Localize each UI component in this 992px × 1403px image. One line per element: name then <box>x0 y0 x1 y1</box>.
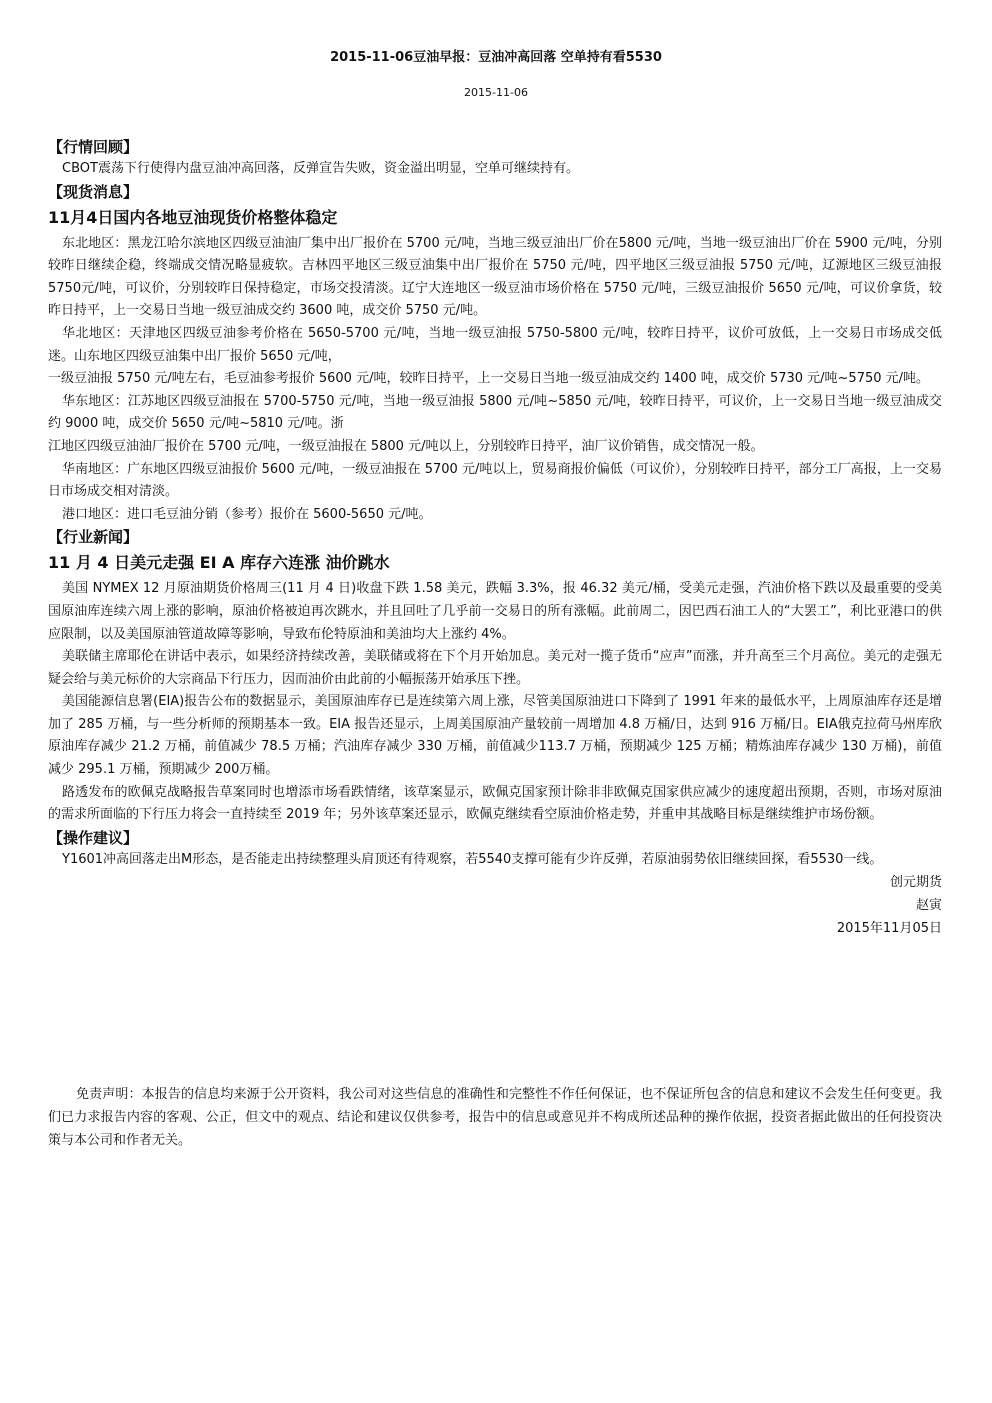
section-heading-advice: 【操作建议】 <box>48 828 139 847</box>
industry-news-title: 11 月 4 日美元走强 EI A 库存六连涨 油价跳水 <box>48 553 390 573</box>
spot-news-title: 11月4日国内各地豆油现货价格整体稳定 <box>48 207 338 227</box>
report-date: 2015-11-06 <box>464 86 528 99</box>
review-paragraph: CBOT震荡下行使得内盘豆油冲高回落，反弹宣告失败，资金溢出明显，空单可继续持有。 <box>62 161 579 176</box>
signature-author: 赵寅 <box>915 898 942 914</box>
spot-paragraph-east: 华东地区：江苏地区四级豆油报在 5700-5750 元/吨，当地一级豆油报 5800 元/吨~5850 元/吨，较昨日持平，可议价，上一交易日当地一级豆油成交约 9000 吨，成交价 5650 元/吨~5810 元/吨。浙 <box>48 393 942 432</box>
industry-paragraph: 美国 NYMEX 12 月原油期货价格周三(11 月 4 日)收盘下跌 1.58 美元，跌幅 3.3%，报 46.32 美元/桶，受美元走强，汽油价格下跌以及最重要的受美国原油库连续六周上涨的影响，原油价格被迫再次跳水，并且回吐了几乎前一交易日的所有涨幅。此前周二，因巴西石油工人的“大罢工”，利比亚港口的供应限制，以及美国原油管道故障等影响，导致布伦特原油和美油均大上涨约 4%。 <box>48 581 942 642</box>
advice-paragraph: Y1601冲高回落走出M形态，是否能走出持续整理头肩顶还有待观察，若5540支撑可能有少许反弹，若原油弱势依旧继续回探，看5530一线。 <box>62 851 883 867</box>
disclaimer: 免责声明：本报告的信息均来源于公开资料，我公司对这些信息的准确性和完整性不作任何保证，也不保证所包含的信息和建议不会发生任何变更。我们已力求报告内容的客观、公正，但文中的观点、结论和建议仅供参考，报告中的信息或意见并不构成所述品种的操作依据，投资者据此做出的任何投资决策与本公司和作者无关。 <box>48 1087 942 1148</box>
spot-paragraph-north: 华北地区：天津地区四级豆油参考价格在 5650-5700 元/吨，当地一级豆油报 5750-5800 元/吨，较昨日持平，议价可放低，上一交易日市场成交低迷。山东地区四级豆油集中出厂报价 5650 元/吨， <box>48 325 942 364</box>
section-heading-industry: 【行业新闻】 <box>48 528 139 547</box>
spot-paragraph-port: 港口地区：进口毛豆油分销（参考）报价在 5600-5650 元/吨。 <box>62 506 432 522</box>
industry-paragraph: 路透发布的欧佩克战略报告草案同时也增添市场看跌情绪，该草案显示，欧佩克国家预计除非非欧佩克国家供应减少的速度超出预期，否则，市场对原油的需求所面临的下行压力将会一直持续至 2019 年；另外该草案还显示，欧佩克继续看空原油价格走势，并重申其战略目标是继续维护市场份额。 <box>48 784 942 823</box>
spot-paragraph-east-cont: 江地区四级豆油油厂报价在 5700 元/吨，一级豆油报在 5800 元/吨以上，分别较昨日持平，油厂议价销售，成交情况一般。 <box>48 438 764 454</box>
spot-paragraph-northeast: 东北地区：黑龙江哈尔滨地区四级豆油油厂集中出厂报价在 5700 元/吨，当地三级豆油出厂价在5800 元/吨，当地一级豆油出厂价在 5900 元/吨，分别较昨日继续企稳，终端成交情况略显疲软。吉林四平地区三级豆油集中出厂报价在 5750 元/吨，四平地区三级豆油报 5750 元/吨，辽源地区三级豆油报 5750元/吨，可议价，分别较昨日保持稳定，市场交投清淡。辽宁大连地区一级豆油市场价格在 5750 元/吨，三级豆油报价 5650 元/吨，可议价拿货，较昨日持平，上一交易日当地一级豆油成交约 3600 吨，成交价 5750 元/吨。 <box>48 235 942 319</box>
section-heading-review: 【行情回顾】 <box>48 138 139 156</box>
industry-paragraph: 美联储主席耶伦在讲话中表示，如果经济持续改善，美联储或将在下个月开始加息。美元对一揽子货币“应声”而涨，并升高至三个月高位。美元的走强无疑会给与美元标价的大宗商品下行压力，因而油价由此前的小幅振荡开始承压下挫。 <box>48 649 942 687</box>
spot-paragraph-south: 华南地区：广东地区四级豆油报价 5600 元/吨，一级豆油报在 5700 元/吨以上，贸易商报价偏低（可议价），分别较昨日持平，部分工厂高报，上一交易日市场成交相对清淡。 <box>48 461 942 500</box>
signature-company: 创元期货 <box>889 875 942 891</box>
spot-paragraph-north-cont: 一级豆油报 5750 元/吨左右，毛豆油参考报价 5600 元/吨，较昨日持平，上一交易日当地一级豆油成交约 1400 吨，成交价 5730 元/吨~5750 元/吨。 <box>48 371 930 387</box>
section-heading-spot: 【现货消息】 <box>48 182 139 201</box>
report-title: 2015-11-06豆油早报：豆油冲高回落 空单持有看5530 <box>330 50 662 65</box>
signature-date: 2015年11月05日 <box>836 921 942 937</box>
report-body <box>48 136 942 940</box>
industry-paragraph: 美国能源信息署(EIA)报告公布的数据显示，美国原油库存已是连续第六周上涨，尽管美国原油进口下降到了 1991 年来的最低水平，上周原油库存还是增加了 285 万桶，与一些分析师的预期基本一致。EIA 报告还显示，上周美国原油产量较前一周增加 4.8 万桶/日，达到 916 万桶/日。EIA俄克拉荷马州库欣原油库存减少 21.2 万桶，前值减少 78.5 万桶；汽油库存减少 330 万桶，前值减少113.7 万桶，预期减少 125 万桶；精炼油库存减少 130 万桶)，前值减少 295.1 万桶，预期减少 200万桶。 <box>48 694 942 778</box>
